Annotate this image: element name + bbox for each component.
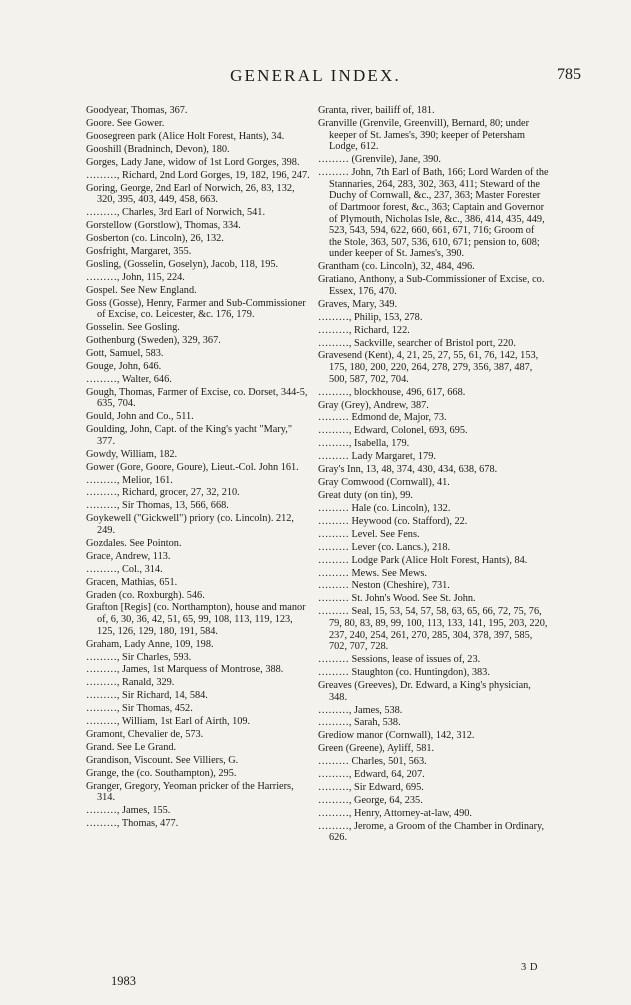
index-entry: Grafton [Regis] (co. Northampton), house and manor of, 6, 30, 36, 42, 51, 65, 99, 108, 113, 119, 123, 125, 126, 129, 180, 191, 584.: [86, 602, 306, 637]
index-entry: Gower (Gore, Goore, Goure), Lieut.-Col. John 161.: [86, 461, 299, 473]
index-entry: ………, Sackville, searcher of Bristol port, 220.: [318, 337, 516, 349]
right-column: [318, 105, 549, 845]
index-entry: Grandison, Viscount. See Villiers, G.: [86, 754, 239, 766]
index-entry: Gravesend (Kent), 4, 21, 25, 27, 55, 61, 76, 142, 153, 175, 180, 200, 220, 264, 278, 279, 356, 387, 487, 500, 587, 702, 704.: [318, 350, 539, 385]
index-entry: Gough, Thomas, Farmer of Excise, co. Dorset, 344-5, 635, 704.: [86, 386, 308, 410]
index-entry: Goodyear, Thomas, 367.: [86, 105, 188, 116]
index-entry: ……… Sessions, lease of issues of, 23.: [318, 654, 481, 666]
index-entry: Gott, Samuel, 583.: [86, 347, 164, 359]
index-entry: ……… (Grenvile), Jane, 390.: [318, 154, 441, 166]
index-entry: ……… St. John's Wood. See St. John.: [318, 593, 476, 605]
index-entry: ………, Sir Thomas, 452.: [86, 703, 193, 715]
index-entry: ………, Richard, grocer, 27, 32, 210.: [86, 487, 240, 499]
index-entry: ………, Sir Richard, 14, 584.: [86, 690, 208, 702]
index-entry: Goss (Gosse), Henry, Farmer and Sub-Commissioner of Excise, co. Leicester, &c. 176, 179.: [86, 297, 306, 321]
index-entry: Gray (Grey), Andrew, 387.: [318, 399, 429, 411]
index-entry: Gracen, Mathias, 651.: [86, 576, 178, 588]
index-entry: ……… Hale (co. Lincoln), 132.: [318, 502, 451, 514]
index-entry: ………, Edward, Colonel, 693, 695.: [318, 425, 468, 437]
index-entry: Gospel. See New England.: [86, 284, 197, 296]
index-entry: ………, James, 155.: [86, 805, 171, 817]
index-entry: Goosegreen park (Alice Holt Forest, Hants), 34.: [86, 130, 285, 142]
index-entry: ………, Thomas, 477.: [86, 818, 179, 830]
index-entry: ……… Lady Margaret, 179.: [318, 451, 436, 463]
index-entry: Granta, river, bailiff of, 181.: [318, 105, 435, 116]
index-entry: Granger, Gregory, Yeoman pricker of the Harriers, 314.: [86, 780, 294, 804]
index-entry: Gould, John and Co., 511.: [86, 411, 194, 423]
index-entry: ……… Heywood (co. Stafford), 22.: [318, 515, 468, 527]
index-entry: Great duty (on tin), 99.: [318, 490, 413, 502]
index-entry: ………, Richard, 2nd Lord Gorges, 19, 182, 196, 247.: [86, 169, 310, 181]
index-entry: ……… Staughton (co. Huntingdon), 383.: [318, 667, 490, 679]
index-entry: ………, William, 1st Earl of Airth, 109.: [86, 716, 251, 728]
index-entry: Gothenburg (Sweden), 329, 367.: [86, 335, 221, 346]
index-entry: Gowdy, William, 182.: [86, 448, 178, 460]
page-header: [0, 66, 631, 86]
index-entry: ……… Lever (co. Lancs.), 218.: [318, 541, 451, 553]
index-entry: Grediow manor (Cornwall), 142, 312.: [318, 730, 475, 742]
index-entry: Gramont, Chevalier de, 573.: [86, 729, 204, 741]
index-entry: Graden (co. Roxburgh). 546.: [86, 589, 205, 601]
left-column: [86, 105, 310, 831]
index-entry: ……… Lodge Park (Alice Holt Forest, Hants), 84.: [318, 554, 528, 566]
index-entry: Grange, the (co. Southampton), 295.: [86, 767, 237, 779]
index-entry: Gorges, Lady Jane, widow of 1st Lord Gorges, 398.: [86, 156, 300, 168]
index-entry: Gouge, John, 646.: [86, 360, 162, 372]
index-entry: ………, Sir Thomas, 13, 566, 668.: [86, 500, 229, 512]
index-entry: Graham, Lady Anne, 109, 198.: [86, 638, 214, 650]
index-entry: ………, Richard, 122.: [318, 324, 410, 336]
index-entry: ………, John, 115, 224.: [86, 271, 185, 283]
index-entry: Gosselin. See Gosling.: [86, 322, 180, 334]
index-entry: ……… Level. See Fens.: [318, 528, 420, 540]
index-entry: ………, Sir Edward, 695.: [318, 782, 424, 794]
index-entry: Grace, Andrew, 113.: [86, 550, 171, 562]
index-entry: ………, Jerome, a Groom of the Chamber in Ordinary, 626.: [318, 820, 545, 844]
index-entry: Goore. See Gower.: [86, 117, 165, 129]
index-entry: ……… Mews. See Mews.: [318, 567, 427, 579]
index-entry: ………, James, 538.: [318, 704, 403, 716]
index-entry: Gosling, (Gosselin, Goselyn), Jacob, 118, 195.: [86, 258, 279, 270]
index-entry: Grand. See Le Grand.: [86, 742, 177, 754]
index-entry: ……… Edmond de, Major, 73.: [318, 412, 447, 424]
index-entry: ………, Melior, 161.: [86, 474, 173, 486]
page-number: 785: [557, 66, 581, 83]
signature-mark: 3 D: [521, 962, 538, 973]
index-entry: Goykewell ("Gickwell") priory (co. Lincoln). 212, 249.: [86, 513, 294, 536]
index-entry: ……… John, 7th Earl of Bath, 166; Lord Warden of the Stannaries, 264, 283, 302, 363, 411; Steward of the Duchy of Cornwall, &c., 237, 363; Master Forester of Dartmoor forest, &c., 363; Captain and Governor of Plymouth, Nicholas Isle, &c., 386, 414, 435, 449, 523, 543, 594, 622, 660, 661, 671, 716; Groom of the Stole, 363, 507, 536, 610, 671; pension to, 608; under keeper of St. James's, 390.: [318, 167, 549, 260]
index-entry: ………, George, 64, 235.: [318, 794, 423, 806]
index-entry: Gozdales. See Pointon.: [86, 537, 182, 549]
index-entry: ………, Walter, 646.: [86, 373, 172, 385]
index-entry: Green (Greene), Ayliff, 581.: [318, 743, 435, 755]
index-entry: Goring, George, 2nd Earl of Norwich, 26, 83, 132, 320, 395, 403, 449, 458, 663.: [86, 182, 295, 206]
index-entry: Gratiano, Anthony, a Sub-Commissioner of Excise, co. Essex, 176, 470.: [318, 274, 545, 297]
index-entry: Greaves (Greeves), Dr. Edward, a King's physician, 348.: [318, 679, 531, 703]
index-entry: ………, blockhouse, 496, 617, 668.: [318, 386, 466, 398]
index-entry: Gosfright, Margaret, 355.: [86, 245, 192, 257]
index-entry: ………, Isabella, 179.: [318, 438, 410, 450]
index-entry: Graves, Mary, 349.: [318, 298, 398, 310]
index-entry: ……… Charles, 501, 563.: [318, 756, 427, 768]
index-entry: ………, James, 1st Marquess of Montrose, 388.: [86, 664, 284, 676]
index-entry: ……… Seal, 15, 53, 54, 57, 58, 63, 65, 66, 72, 75, 76, 79, 80, 83, 89, 99, 100, 113, 133, 141, 195, 203, 220, 237, 240, 254, 261, 270, 285, 304, 378, 397, 585, 702, 707, 728.: [318, 606, 548, 653]
index-entry: Gray's Inn, 13, 48, 374, 430, 434, 638, 678.: [318, 464, 498, 476]
index-entry: ………, Sir Charles, 593.: [86, 651, 192, 663]
index-entry: Grantham (co. Lincoln), 32, 484, 496.: [318, 261, 475, 273]
index-entry: ………, Sarah, 538.: [318, 717, 401, 729]
index-entry: ………, Charles, 3rd Earl of Norwich, 541.: [86, 207, 266, 219]
index-entry: ………, Ranald, 329.: [86, 677, 175, 689]
running-title: GENERAL INDEX.: [230, 66, 401, 85]
index-entry: ………, Col., 314.: [86, 563, 163, 575]
index-entry: ………, Edward, 64, 207.: [318, 769, 425, 781]
footer-year: 1983: [111, 974, 136, 988]
index-entry: Gray Comwood (Cornwall), 41.: [318, 477, 450, 489]
index-entry: Gorstellow (Gorstlow), Thomas, 334.: [86, 220, 241, 231]
index-entry: Goulding, John, Capt. of the King's yacht "Mary," 377.: [86, 424, 293, 447]
index-entry: Gooshill (Bradninch, Devon), 180.: [86, 143, 230, 155]
index-entry: ………, Henry, Attorney-at-law, 490.: [318, 807, 472, 819]
index-entry: ……… Neston (Cheshire), 731.: [318, 580, 450, 592]
index-entry: Gosberton (co. Lincoln), 26, 132.: [86, 232, 224, 244]
index-entry: Granville (Grenvile, Greenvill), Bernard, 80; under keeper of St. James's, 390; keeper of Petersham Lodge, 612.: [318, 117, 530, 153]
index-entry: ………, Philip, 153, 278.: [318, 311, 423, 323]
